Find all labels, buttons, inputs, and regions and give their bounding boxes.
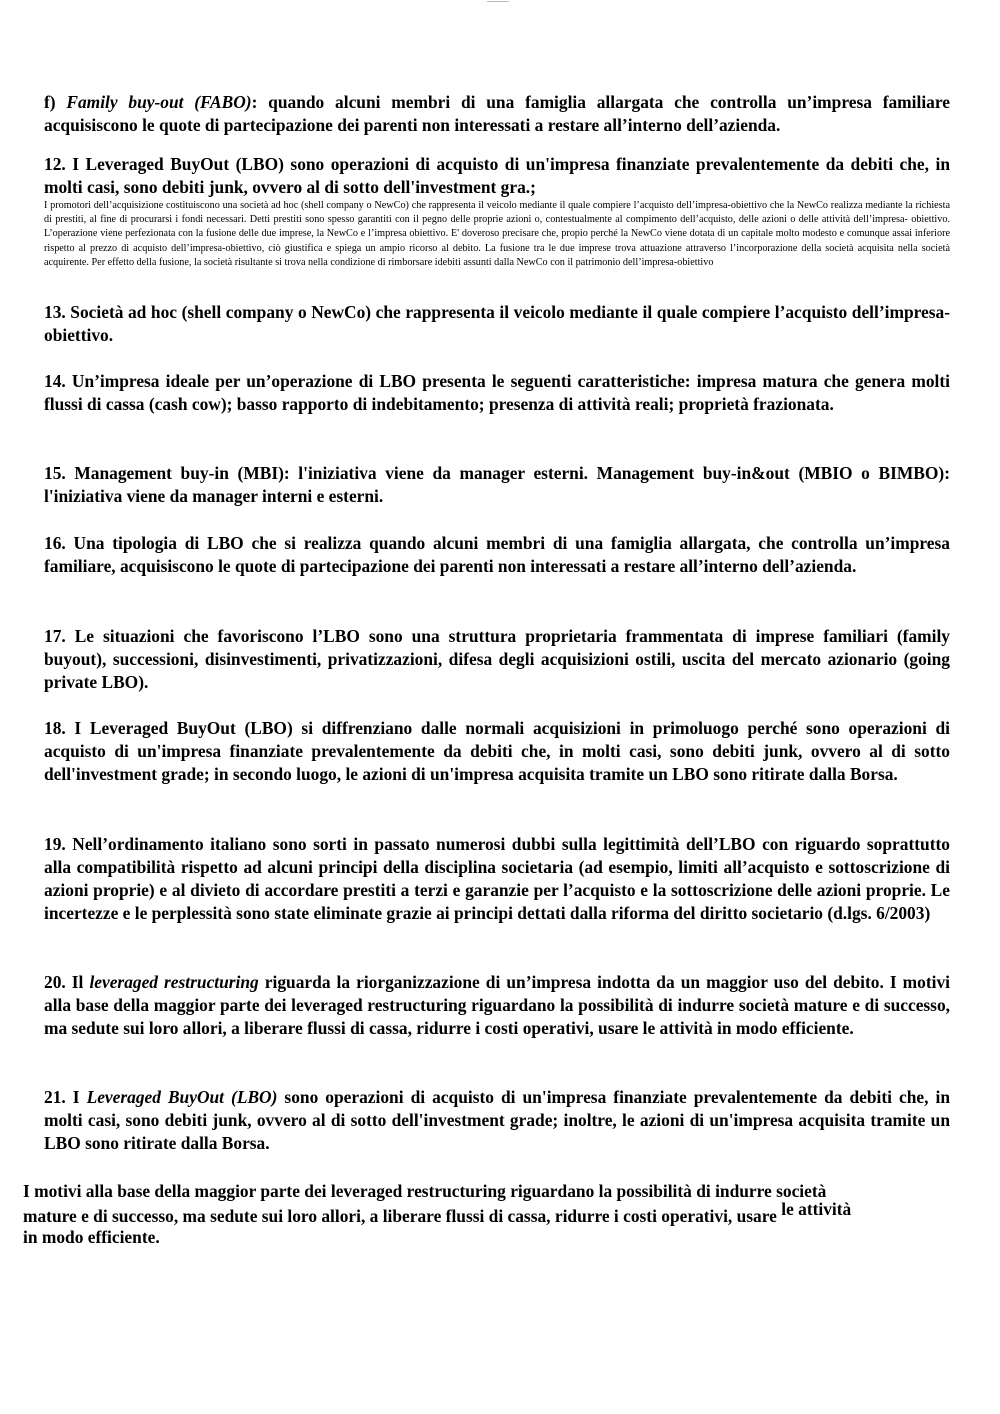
- paragraph-f: [44, 91, 950, 137]
- final-paragraph: [23, 1179, 945, 1250]
- item-text: riguarda la riorganizzazione di un’impresa indotta da un maggior uso del debito. I motivi alla base della maggior parte dei leveraged restructuring riguardano la possibilità di indurre società mature e di successo, ma sedute sui loro allori, a liberare flussi di cassa, ridurre i costi operativi, usare le attività in modo efficiente.: [44, 972, 951, 1038]
- paragraph-19: 19. Nell’ordinamento italiano sono sorti in passato numerosi dubbi sulla legittimità dell’LBO con riguardo soprattutto alla compatibilità rispetto ad alcuni principi della disciplina societaria (ad esempio, limiti all’acquisto e sottoscrizione di azioni proprie) e al divieto di accordare prestiti a terzi e garanzie per l’acquisto e la sottoscrizione delle azioni proprie. Le incertezze e le perplessità sono state eliminate grazie ai principi dettati dalla riforma del diritto societario (d.lgs. 6/2003): [44, 834, 950, 923]
- paragraph-13: 13. Società ad hoc (shell company o NewCo) che rappresenta il veicolo mediante il quale compiere l’acquisto dell’impresa-obiettivo.: [44, 302, 950, 345]
- final-line-2: [23, 1199, 945, 1229]
- paragraph-18: 18. I Leveraged BuyOut (LBO) si diffrenziano dalle normali acquisizioni in primoluogo perché sono operazioni di acquisto di un'impresa finanziate prevalentemente da debiti che, in molti casi, sono debiti junk, ovvero al di sotto dell'investment grade; in secondo luogo, le azioni di un'impresa acquisita tramite un LBO sono ritirate dalla Borsa.: [44, 718, 950, 784]
- paragraph-17: 17. Le situazioni che favoriscono l’LBO sono una struttura proprietaria frammentata di imprese familiari (family buyout), successioni, disinvestimenti, privatizzazioni, difesa degli acquisizioni ostili, uscita del mercato azionario (going private LBO).: [44, 626, 950, 692]
- final-line-2-raised: le attività: [781, 1199, 852, 1219]
- item-text: 20. Il: [44, 972, 90, 992]
- paragraph-12: 12. I Leveraged BuyOut (LBO) sono operazioni di acquisto di un'impresa finanziate prevalentemente da debiti che, in molti casi, sono debiti junk, ovvero al di sotto dell'investment gra.;: [44, 154, 950, 197]
- paragraph-16: 16. Una tipologia di LBO che si realizza quando alcuni membri di una famiglia allargata, che controlla un’impresa familiare, acquisiscono le quote di partecipazione dei parenti non interessati a restare all’interno dell’azienda.: [44, 533, 950, 576]
- final-line-1: I motivi alla base della maggior parte dei leveraged restructuring riguardano la possibilità di indurre società: [23, 1181, 827, 1201]
- paragraph-21: [44, 1086, 950, 1155]
- paragraph-12-note: I promotori dell’acquisizione costituiscono una società ad hoc (shell company o NewCo) che rappresenta il veicolo mediante il quale compiere l’acquisto dell’impresa-obiettivo che la NewCo realizza mediante la richiesta di prestiti, al fine di procurarsi i fondi necessari. Detti prestiti sono spesso garantiti con il pegno delle proprie azioni o, contestualmente al compimento dell’acquisto, delle azioni o delle attività dell’impresa- obiettivo. L’operazione viene perfezionata con la fusione delle due imprese, la NewCo e l’impresa obiettivo. E' doveroso precisare che, propio perché la NewCo viene dotata di un capitale molto modesto e comunque assai inferiore rispetto al prezzo di acquisto dell’impresa-obiettivo, ciò giustifica e spiega un ampio ricorso al debito. La fusione tra le due imprese trova attuazione attraverso l’incorporazione della società acquisita nella società acquirente. Per effetto della fusione, la società risultante si trova nella condizione di rimborsare idebiti assunti dalla NewCo con il patrimonio dell’impresa-obiettivo: [44, 200, 950, 268]
- final-line-2-text: mature e di successo, ma sedute sui loro allori, a liberare flussi di cassa, ridurre i costi operativi, usare: [23, 1206, 777, 1226]
- term-leveraged-restructuring: leveraged restructuring: [89, 972, 259, 992]
- page-header-mark: [487, 1, 509, 5]
- item-label: f): [44, 92, 56, 112]
- paragraph-15: 15. Management buy-in (MBI): l'iniziativa viene da manager esterni. Management buy-in&out (MBIO o BIMBO): l'iniziativa viene da manager interni e esterni.: [44, 463, 950, 506]
- paragraph-14: 14. Un’impresa ideale per un’operazione di LBO presenta le seguenti caratteristiche: impresa matura che genera molti flussi di cassa (cash cow); basso rapporto di indebitamento; presenza di attività reali; proprietà frazionata.: [44, 371, 950, 414]
- item-text: 21. I: [44, 1087, 87, 1107]
- term-lbo: Leveraged BuyOut (LBO): [86, 1087, 278, 1107]
- paragraph-20: [44, 971, 950, 1040]
- item-text: sono operazioni di acquisto di un'impresa finanziate prevalentemente da debiti che, in molti casi, sono debiti junk, ovvero al di sotto dell'investment grade; inoltre, le azioni di un'impresa acquisita tramite un LBO sono ritirate dalla Borsa.: [44, 1087, 951, 1153]
- item-text: : quando alcuni membri di una famiglia allargata che controlla un’impresa familiare acquisiscono le quote di partecipazione dei parenti non interessati a restare all’interno dell’azienda.: [44, 92, 950, 135]
- final-line-3: in modo efficiente.: [23, 1227, 160, 1247]
- term-fabo: Family buy-out (FABO): [66, 92, 252, 112]
